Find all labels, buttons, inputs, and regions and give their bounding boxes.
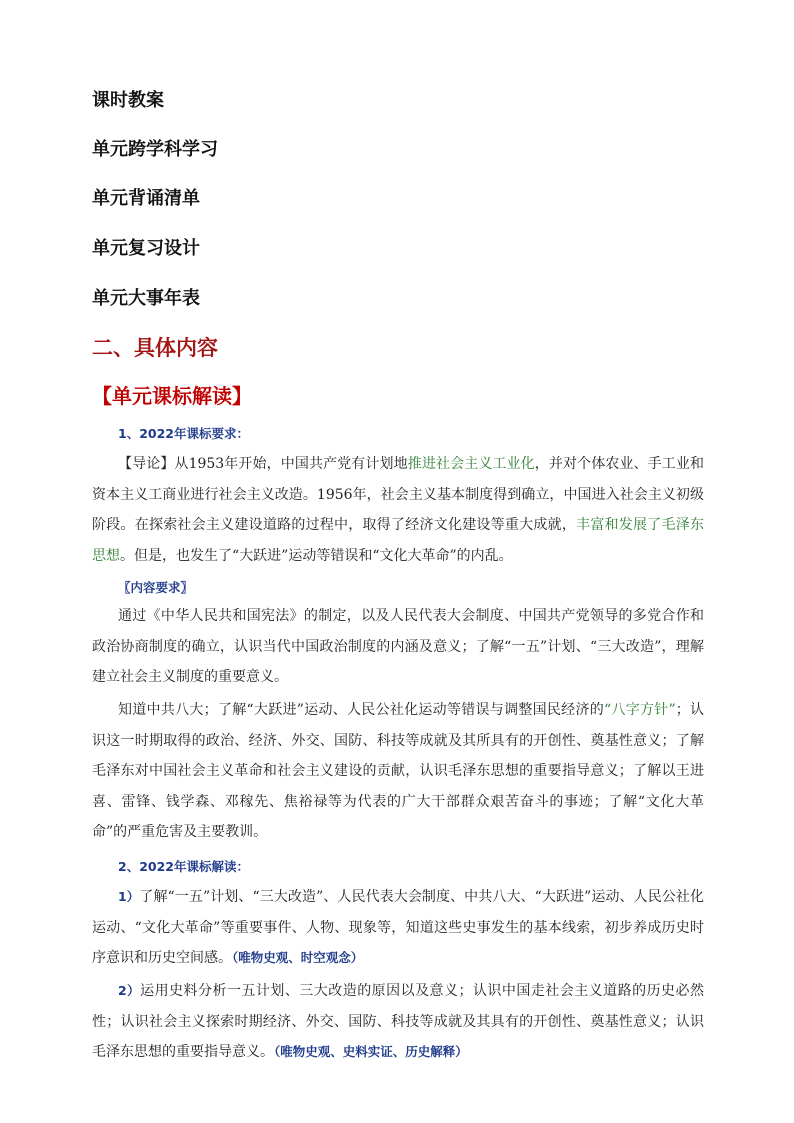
- toc-item-recitation-list: 单元背诵清单: [92, 188, 200, 209]
- interpretation-item-1: [92, 882, 704, 974]
- interp-1-tag: （唯物史观、时空观念）: [232, 950, 364, 965]
- unit-standard-title: 【单元课标解读】: [92, 384, 252, 408]
- intro-highlight-2: 丰富和发展了毛泽东思想: [92, 517, 704, 564]
- toc-item-lesson-plan: 课时教案: [92, 90, 164, 111]
- interp-2-tag: （唯物史观、史料实证、历史解释）: [274, 1044, 468, 1059]
- content-p2-highlight: “八字方针”: [604, 702, 676, 718]
- intro-label: 【导论】: [118, 456, 175, 472]
- interp-2-number: 2）: [118, 983, 141, 998]
- content-paragraph-2: [92, 695, 704, 848]
- interpretation-item-2: [92, 976, 704, 1068]
- intro-text-2: ，并对个体农业、手工业和资本主义工商业进行社会主义改造。1956年，社会主义基本制度得到确立，中国进入社会主义初级阶段。在探索社会主义建设道路的过程中，取得了经济文化建设等重大成就，: [92, 456, 705, 533]
- intro-text-3: 。但是，也发生了“大跃进”运动等错误和“文化大革命”的内乱。: [120, 547, 513, 564]
- content-requirement-label: 〖内容要求〗: [118, 580, 194, 595]
- toc-item-review-design: 单元复习设计: [92, 238, 200, 259]
- content-paragraph-1: 通过《中华人民共和国宪法》的制定，以及人民代表大会制度、中国共产党领导的多党合作和政治协商制度的确立，认识当代中国政治制度的内涵及意义；了解“一五”计划、“三大改造”，理解建立社会主义制度的重要意义。: [92, 608, 704, 685]
- content-p2-text-a: 知道中共八大；了解“大跃进”运动、人民公社化运动等错误与调整国民经济的: [118, 702, 605, 718]
- intro-text-1: 从1953年开始，中国共产党有计划地: [174, 456, 408, 472]
- section-title: 二、具体内容: [92, 336, 218, 360]
- toc-item-cross-discipline: 单元跨学科学习: [92, 139, 218, 160]
- interp-2-text: 运用史料分析一五计划、三大改造的原因以及意义；认识中国走社会主义道路的历史必然性；认识社会主义探索时期经济、外交、国防、科技等成就及其具有的开创性、奠基性意义；认识毛泽东思想的重要指导意义。: [92, 983, 704, 1060]
- intro-paragraph: [92, 449, 704, 571]
- interp-1-number: 1）: [118, 889, 140, 904]
- requirement-heading: 1、2022年课标要求：: [118, 426, 249, 441]
- interp-1-text: 了解“一五”计划、“三大改造”、人民代表大会制度、中共八大、“大跃进”运动、人民公社化运动、“文化大革命”等重要事件、人物、现象等，知道这些史事发生的基本线索，初步养成历史时序意识和历史空间感。: [92, 889, 704, 966]
- content-p2-text-b: ；认识这一时期取得的政治、经济、外交、国防、科技等成就及其所具有的开创性、奠基性意义；了解毛泽东对中国社会主义革命和社会主义建设的贡献，认识毛泽东思想的重要指导意义；了解以王进喜、雷锋、钱学森、邓稼先、焦裕禄等为代表的广大干部群众艰苦奋斗的事迹；了解“文化大革命”的严重危害及主要教训。: [92, 702, 704, 840]
- intro-highlight-1: 推进社会主义工业化: [407, 456, 535, 472]
- interpretation-heading: 2、2022年课标解读：: [118, 859, 249, 874]
- toc-item-timeline: 单元大事年表: [92, 288, 200, 309]
